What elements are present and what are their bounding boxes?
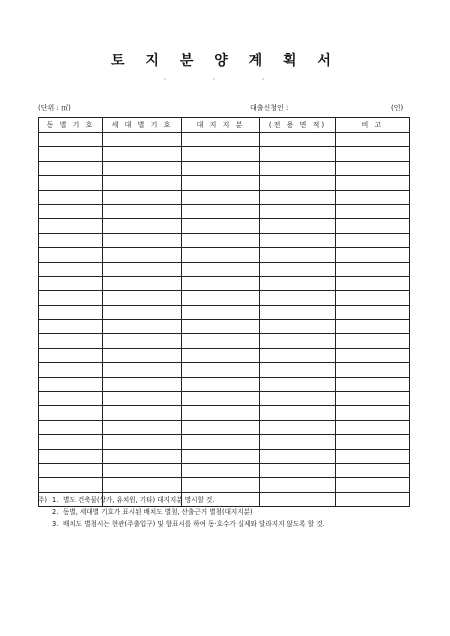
table-cell[interactable] — [336, 133, 410, 147]
table-row — [39, 420, 410, 434]
note-item — [38, 494, 390, 506]
table-cell[interactable] — [39, 262, 103, 276]
table-row — [39, 363, 410, 377]
table-cell[interactable] — [260, 363, 336, 377]
table-cell[interactable] — [39, 291, 103, 305]
table-row — [39, 176, 410, 190]
table-cell[interactable] — [336, 420, 410, 434]
table-cell[interactable] — [336, 233, 410, 247]
table-cell[interactable] — [103, 392, 182, 406]
table-cell[interactable] — [336, 262, 410, 276]
table-cell[interactable] — [103, 219, 182, 233]
table-cell[interactable] — [260, 233, 336, 247]
table-cell[interactable] — [103, 363, 182, 377]
table-cell[interactable] — [182, 276, 260, 290]
table-row — [39, 219, 410, 233]
table-cell[interactable] — [260, 204, 336, 218]
table-cell[interactable] — [182, 147, 260, 161]
column-header-remarks: 비 고 — [336, 118, 410, 133]
table-cell[interactable] — [103, 348, 182, 362]
applicant-label: 대출신청인 : — [250, 104, 289, 112]
table-cell[interactable] — [39, 133, 103, 147]
table-cell[interactable] — [336, 248, 410, 262]
table-row — [39, 449, 410, 463]
table-cell[interactable] — [103, 463, 182, 477]
table-cell[interactable] — [182, 219, 260, 233]
table-cell[interactable] — [182, 363, 260, 377]
table-cell[interactable] — [260, 276, 336, 290]
table-cell[interactable] — [182, 478, 260, 492]
table-row — [39, 133, 410, 147]
table-cell[interactable] — [39, 233, 103, 247]
land-plan-table — [38, 117, 410, 507]
table-cell[interactable] — [260, 435, 336, 449]
table-cell[interactable] — [336, 276, 410, 290]
column-header-land-share: 대 지 지 분 — [182, 118, 260, 133]
table-cell[interactable] — [336, 334, 410, 348]
table-row — [39, 377, 410, 391]
table-cell[interactable] — [103, 291, 182, 305]
table-cell[interactable] — [103, 262, 182, 276]
seal-label: (인) — [391, 104, 404, 112]
table-row — [39, 435, 410, 449]
table-cell[interactable] — [39, 406, 103, 420]
note-text: 동별, 세대별 기호가 표시된 배치도 별첨, 산출근거 별첨(대지지분) — [63, 508, 253, 516]
table-cell[interactable] — [260, 392, 336, 406]
table-cell[interactable] — [336, 392, 410, 406]
table-cell[interactable] — [336, 406, 410, 420]
table-cell[interactable] — [182, 463, 260, 477]
table-cell[interactable] — [182, 262, 260, 276]
table-cell[interactable] — [182, 161, 260, 175]
table-cell[interactable] — [260, 478, 336, 492]
table-cell[interactable] — [182, 305, 260, 319]
table-row — [39, 161, 410, 175]
table-cell[interactable] — [103, 449, 182, 463]
table-cell[interactable] — [260, 334, 336, 348]
table-cell[interactable] — [182, 449, 260, 463]
table-cell[interactable] — [260, 420, 336, 434]
table-cell[interactable] — [103, 233, 182, 247]
table-cell[interactable] — [182, 248, 260, 262]
table-row — [39, 190, 410, 204]
note-item — [38, 518, 390, 530]
table-cell[interactable] — [182, 420, 260, 434]
table-cell[interactable] — [260, 133, 336, 147]
table-cell[interactable] — [103, 276, 182, 290]
table-cell[interactable] — [103, 377, 182, 391]
table-cell[interactable] — [39, 449, 103, 463]
table-cell[interactable] — [336, 377, 410, 391]
notes-section — [38, 494, 390, 530]
table-cell[interactable] — [39, 190, 103, 204]
table-cell[interactable] — [39, 204, 103, 218]
table-cell[interactable] — [39, 219, 103, 233]
table-cell[interactable] — [260, 262, 336, 276]
table-row — [39, 334, 410, 348]
table-cell[interactable] — [182, 334, 260, 348]
table-cell[interactable] — [260, 161, 336, 175]
table-cell[interactable] — [39, 176, 103, 190]
table-cell[interactable] — [39, 420, 103, 434]
table-cell[interactable] — [39, 435, 103, 449]
unit-label: (단위 : ㎡) — [38, 104, 71, 112]
table-cell[interactable] — [182, 406, 260, 420]
table-cell[interactable] — [182, 204, 260, 218]
document-title: 토 지 분 양 계 획 서 — [111, 53, 339, 69]
table-cell[interactable] — [103, 161, 182, 175]
table-cell[interactable] — [39, 478, 103, 492]
table-cell[interactable] — [336, 147, 410, 161]
table-cell[interactable] — [103, 204, 182, 218]
table-cell[interactable] — [103, 147, 182, 161]
table-row — [39, 392, 410, 406]
table-cell[interactable] — [103, 190, 182, 204]
table-cell[interactable] — [336, 305, 410, 319]
table-cell[interactable] — [103, 133, 182, 147]
table-cell[interactable] — [260, 248, 336, 262]
table-row — [39, 320, 410, 334]
table-cell[interactable] — [260, 406, 336, 420]
table-cell[interactable] — [103, 420, 182, 434]
table-cell[interactable] — [39, 320, 103, 334]
table-cell[interactable] — [260, 305, 336, 319]
table-cell[interactable] — [260, 291, 336, 305]
table-cell[interactable] — [39, 377, 103, 391]
table-cell[interactable] — [260, 176, 336, 190]
table-cell[interactable] — [182, 291, 260, 305]
table-cell[interactable] — [336, 204, 410, 218]
table-cell[interactable] — [39, 392, 103, 406]
table-header-row — [39, 118, 410, 133]
table-cell[interactable] — [103, 176, 182, 190]
table-cell[interactable] — [182, 233, 260, 247]
table-row — [39, 291, 410, 305]
table-cell[interactable] — [182, 320, 260, 334]
table-cell[interactable] — [39, 334, 103, 348]
table-row — [39, 233, 410, 247]
table-cell[interactable] — [336, 463, 410, 477]
table-cell[interactable] — [260, 320, 336, 334]
note-number: 3. — [52, 520, 59, 528]
table-cell[interactable] — [336, 190, 410, 204]
note-number: 1. — [52, 496, 59, 504]
table-cell[interactable] — [260, 147, 336, 161]
table-cell[interactable] — [260, 463, 336, 477]
table-cell[interactable] — [336, 449, 410, 463]
column-header-exclusive-area: (전 용 면 적) — [260, 118, 336, 133]
note-number: 2. — [52, 508, 59, 516]
note-text: 배치도 별첨시는 현관(주출입구) 및 향표시를 하여 동·호수가 실제와 달라지지 않도록 할 것. — [63, 520, 325, 528]
table-cell[interactable] — [336, 219, 410, 233]
table-cell[interactable] — [103, 435, 182, 449]
table-cell[interactable] — [260, 377, 336, 391]
table-cell[interactable] — [182, 348, 260, 362]
notes-prefix: 주) — [38, 496, 47, 504]
table-cell[interactable] — [336, 478, 410, 492]
table-cell[interactable] — [39, 161, 103, 175]
table-cell[interactable] — [260, 348, 336, 362]
note-text: 별도 건축물(상가, 유치원, 기타) 대지지분 명시할 것. — [63, 496, 215, 504]
note-item — [38, 506, 390, 518]
table-cell[interactable] — [103, 406, 182, 420]
table-cell[interactable] — [39, 305, 103, 319]
table-cell[interactable] — [336, 363, 410, 377]
table-row — [39, 204, 410, 218]
table-row — [39, 348, 410, 362]
table-cell[interactable] — [39, 248, 103, 262]
table-row — [39, 305, 410, 319]
table-cell[interactable] — [39, 463, 103, 477]
table-cell[interactable] — [336, 176, 410, 190]
table-cell[interactable] — [336, 435, 410, 449]
table-cell[interactable] — [182, 392, 260, 406]
table-row — [39, 262, 410, 276]
table-cell[interactable] — [39, 276, 103, 290]
table-cell[interactable] — [260, 219, 336, 233]
table-cell[interactable] — [103, 320, 182, 334]
table-row — [39, 147, 410, 161]
table-row — [39, 406, 410, 420]
table-cell[interactable] — [336, 291, 410, 305]
table-cell[interactable] — [336, 161, 410, 175]
table-cell[interactable] — [39, 348, 103, 362]
table-cell[interactable] — [103, 478, 182, 492]
table-row — [39, 478, 410, 492]
table-cell[interactable] — [182, 133, 260, 147]
table-body — [39, 133, 410, 507]
table-row — [39, 463, 410, 477]
table-cell[interactable] — [182, 190, 260, 204]
table-cell[interactable] — [103, 248, 182, 262]
table-cell[interactable] — [182, 377, 260, 391]
table-row — [39, 248, 410, 262]
table-cell[interactable] — [103, 334, 182, 348]
column-header-unit: 세 대 별 기 호 — [103, 118, 182, 133]
table-cell[interactable] — [182, 176, 260, 190]
table-cell[interactable] — [39, 147, 103, 161]
subtitle-dots: · · · — [163, 75, 287, 84]
table-cell[interactable] — [260, 449, 336, 463]
table-cell[interactable] — [182, 435, 260, 449]
table-cell[interactable] — [336, 320, 410, 334]
column-header-building: 동 별 기 호 — [39, 118, 103, 133]
table-cell[interactable] — [39, 363, 103, 377]
table-cell[interactable] — [336, 348, 410, 362]
table-cell[interactable] — [103, 305, 182, 319]
table-row — [39, 276, 410, 290]
table-cell[interactable] — [260, 190, 336, 204]
